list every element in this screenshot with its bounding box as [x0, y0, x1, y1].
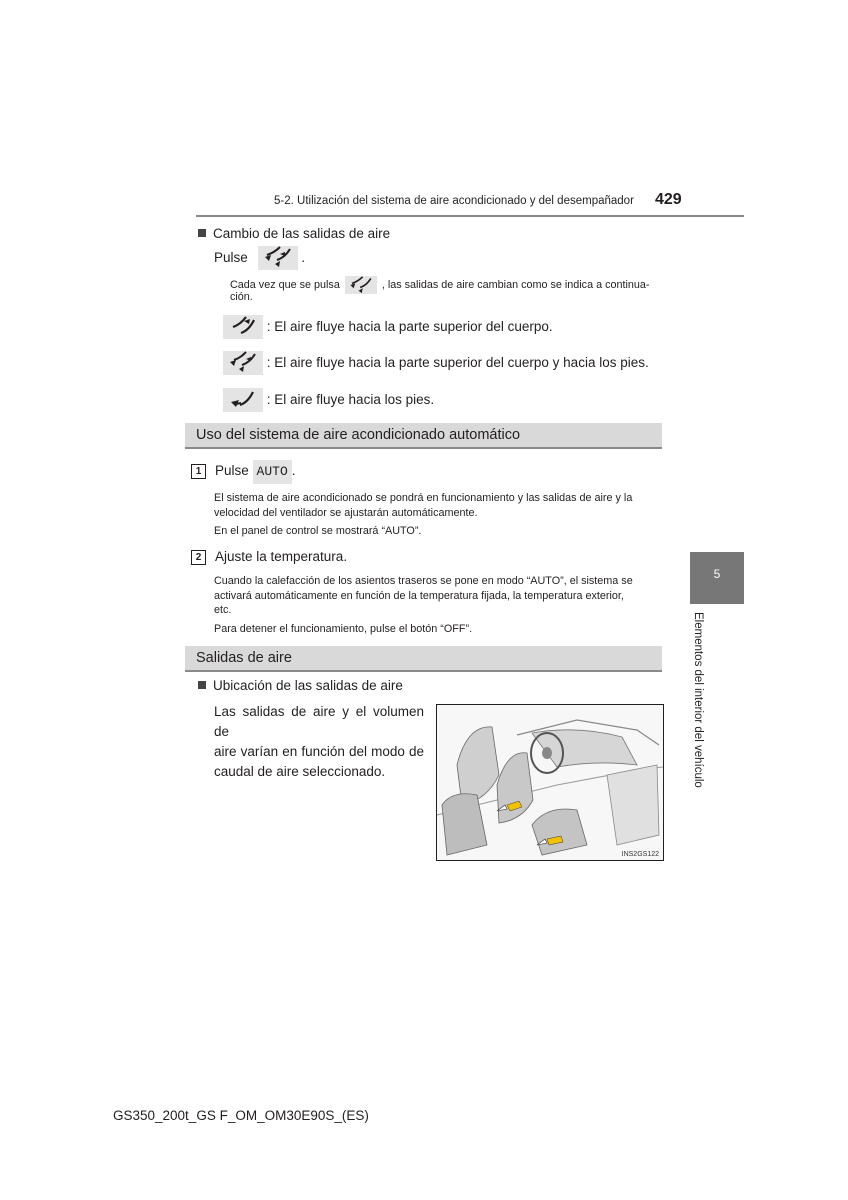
step-number-2: 2	[191, 550, 206, 565]
running-header-title: 5-2. Utilización del sistema de aire acondicionado y del desempañador	[274, 195, 634, 207]
chapter-title-vertical: Elementos del interior del vehículo	[692, 612, 704, 788]
car-interior-drawing	[437, 705, 663, 860]
air-feet-icon	[223, 388, 263, 412]
image-code: INS2GS122	[621, 851, 659, 858]
bullet-square-icon	[198, 681, 206, 689]
step-1: 1 Pulse AUTO .	[191, 460, 296, 484]
step-1-desc: El sistema de aire acondicionado se pondrá en funcionamiento y las salidas de aire y la velocidad del ventilador se ajustarán automáticamente. En el panel de control se mostrará “AUTO”.	[214, 492, 633, 537]
mode-feet: : El aire fluye hacia los pies.	[223, 387, 434, 413]
mode-upper-body-and-feet: : El aire fluye hacia la parte superior del cuerpo y hacia los pies.	[223, 350, 649, 376]
airflow-mode-button-icon	[258, 246, 298, 270]
page-number: 429	[655, 191, 682, 208]
airflow-mode-inline-icon	[345, 276, 377, 294]
step-2-desc: Cuando la calefacción de los asientos traseros se pone en modo “AUTO”, el sistema se activará automáticamente en función de la temperatura fijada, la temperatura exterior, etc. Para detener el funcionamiento, pulse el botón “OFF”.	[214, 575, 633, 635]
section-header-auto: Uso del sistema de aire acondicionado automático	[185, 423, 662, 449]
document-code: GS350_200t_GS F_OM_OM30E90S_(ES)	[113, 1108, 369, 1123]
air-upper-body-and-feet-icon	[223, 351, 263, 375]
air-upper-body-icon	[223, 315, 263, 339]
step-2: 2 Ajuste la temperatura.	[191, 546, 347, 568]
change-outlets-desc: Cada vez que se pulsa , las salidas de aire cambian como se indica a continua-	[230, 273, 650, 297]
step-number-1: 1	[191, 464, 206, 479]
outlets-location-heading: Ubicación de las salidas de aire	[198, 678, 403, 693]
bullet-square-icon	[198, 229, 206, 237]
press-instruction: Pulse .	[214, 245, 305, 271]
outlets-paragraph: Las salidas de aire y el volumen de aire varían en función del modo de caudal de aire seleccionado.	[214, 704, 424, 779]
mode-upper-body: : El aire fluye hacia la parte superior del cuerpo.	[223, 314, 553, 340]
header-rule	[196, 215, 744, 217]
chapter-tab: 5	[690, 552, 744, 604]
auto-button: AUTO	[253, 460, 292, 484]
car-interior-illustration	[436, 704, 664, 861]
change-outlets-heading: Cambio de las salidas de aire	[198, 226, 390, 241]
section-header-outlets: Salidas de aire	[185, 646, 662, 672]
change-outlets-desc-line2: ción.	[230, 291, 253, 303]
